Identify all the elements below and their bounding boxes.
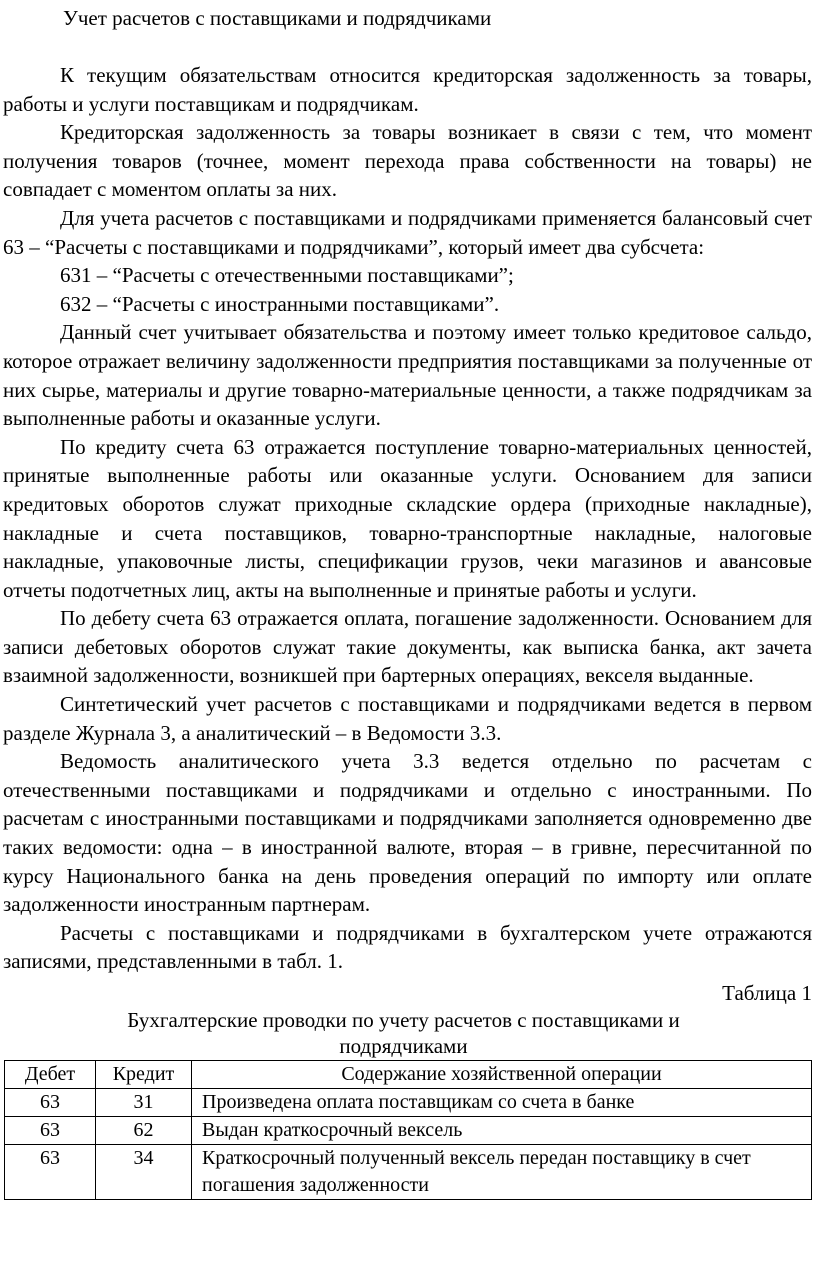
cell-description: Произведена оплата поставщикам со счета в банке (192, 1089, 812, 1117)
paragraph-table-reference: Расчеты с поставщиками и подрядчиками в бухгалтерском учете отражаются записями, представленными в табл. 1. (3, 920, 812, 974)
entries-table (4, 1060, 812, 1200)
table-header-row (5, 1061, 812, 1089)
header-debit: Дебет (5, 1061, 96, 1089)
cell-credit: 31 (96, 1089, 192, 1117)
subaccount-632: 632 – “Расчеты с иностранными поставщиками”. (60, 291, 500, 316)
paragraph-debit-entries: По дебету счета 63 отражается оплата, погашение задолженности. Основанием для записи дебетовых оборотов служат такие документы, как выписка банка, акт зачета взаимной задолженности, возникшей при бартерных операциях, векселя выданные. (3, 606, 812, 688)
cell-debit: 63 (5, 1145, 96, 1200)
table-row (5, 1145, 812, 1200)
cell-debit: 63 (5, 1117, 96, 1145)
cell-description: Краткосрочный полученный вексель передан поставщику в счет погашения задолженности (192, 1145, 812, 1200)
table-row (5, 1089, 812, 1117)
paragraph-analytical-statement: Ведомость аналитического учета 3.3 ведется отдельно по расчетам с отечественными поставщиками и подрядчиками и отдельно с иностранными. По расчетам с иностранными поставщиками и подрядчиками заполняется одновременно две таких ведомости: одна – в иностранной валюте, вторая – в гривне, пересчитанной по курсу Национального банка на день проведения операций по импорту или оплате задолженности иностранным партнерам. (3, 749, 812, 917)
paragraph-account-63: Для учета расчетов с поставщиками и подрядчиками применяется балансовый счет 63 – “Расчеты с поставщиками и подрядчиками”, который имеет два субсчета: (3, 205, 812, 259)
paragraph-credit-entries: По кредиту счета 63 отражается поступление товарно-материальных ценностей, принятые выполненные работы или оказанные услуги. Основанием для записи кредитовых оборотов служат приходные складские ордера (приходные накладные), накладные и счета поставщиков, товарно-транспортные накладные, налоговые накладные, упаковочные листы, спецификации грузов, чеки магазинов и авансовые отчеты подотчетных лиц, акты на выполненные и принятые работы и услуги. (3, 434, 812, 602)
document-title: Учет расчетов с поставщиками и подрядчиками (63, 6, 492, 30)
paragraph-synthetic-accounting: Синтетический учет расчетов с поставщиками и подрядчиками ведется в первом разделе Журнала 3, а аналитический – в Ведомости 3.3. (3, 692, 812, 745)
title-spacer (3, 31, 814, 61)
cell-description: Выдан краткосрочный вексель (192, 1117, 812, 1145)
header-description: Содержание хозяйственной операции (192, 1061, 812, 1089)
paragraph-payables-origin: Кредиторская задолженность за товары возникает в связи с тем, что момент получения товаров (точнее, момент перехода права собственности на товары) не совпадает с моментом оплаты за них. (3, 120, 812, 202)
cell-credit: 34 (96, 1145, 192, 1200)
table-number: Таблица 1 (722, 981, 812, 1005)
cell-credit: 62 (96, 1117, 192, 1145)
paragraph-credit-balance: Данный счет учитывает обязательства и поэтому имеет только кредитовое сальдо, которое отражает величину задолженности предприятия поставщиками за полученные от них сырье, материалы и другие товарно-материальные ценности, а также подрядчикам за выполненные работы и оказанные услуги. (3, 320, 812, 431)
cell-debit: 63 (5, 1089, 96, 1117)
paragraph-current-liabilities: К текущим обязательствам относится кредиторская задолженность за товары, работы и услуги поставщикам и подрядчикам. (3, 63, 812, 116)
table-row (5, 1117, 812, 1145)
header-credit: Кредит (96, 1061, 192, 1089)
table-caption: Бухгалтерские проводки по учету расчетов с поставщиками и подрядчиками (127, 1008, 680, 1058)
subaccount-631: 631 – “Расчеты с отечественными поставщиками”; (60, 263, 514, 288)
